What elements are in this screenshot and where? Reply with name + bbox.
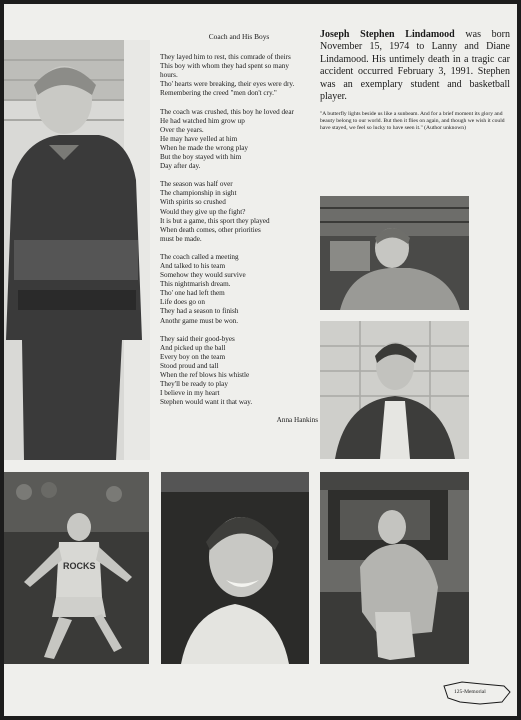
poem-line: The championship in sight [160, 189, 237, 198]
bio-name: Joseph Stephen Lindamood [320, 29, 455, 40]
page-footer [442, 680, 512, 706]
poem-line: They said their good-byes [160, 334, 235, 343]
poem-line: He may have yelled at him [160, 134, 238, 143]
poem-line: I believe in my heart [160, 389, 220, 398]
poem-author: Anna Hankins [276, 416, 318, 425]
poem-line: He had watched him grow up [160, 116, 245, 125]
photo-smiling-closeup [161, 472, 309, 664]
poem-line: Would they give up the fight? [160, 207, 246, 216]
poem-line: hours. [160, 71, 178, 80]
memorial-bio [320, 29, 510, 103]
poem-line: But the boy stayed with him [160, 153, 242, 162]
poem-line: Stood proud and tall [160, 361, 219, 370]
poem-line: And talked to his team [160, 261, 226, 270]
poem-line: When the ref blows his whistle [160, 371, 250, 379]
poem-title: Coach and His Boys [208, 32, 270, 41]
poem-line: The coach called a meeting [160, 252, 239, 261]
poem-line: With spirits so crushed [160, 198, 226, 207]
poem-line: Stephen would want it that way. [160, 398, 253, 407]
poem-line: They layed him to rest, this comrade of theirs [160, 53, 291, 62]
poem-line: Remembering the creed "men don't cry." [160, 89, 277, 98]
poem-stanza [160, 253, 318, 326]
poem-line: They had a season to finish [160, 307, 239, 316]
poem-line: Life does go on [160, 298, 205, 307]
photo-library-desk [320, 196, 469, 310]
poem-line: It is but a game, this sport they played [160, 216, 270, 225]
poem [160, 32, 318, 425]
poem-line: Tho' hearts were breaking, their eyes were dry. [160, 80, 295, 89]
butterfly-quote: "A butterfly lights beside us like a sunbeam. And for a brief moment its glory and beauty belong to our world. But then it flies on again, and though we wish it could have stayed, we feel so lucky to have seen it." (Author unknown) [320, 111, 505, 132]
poem-line: Tho' one had left them [160, 289, 225, 298]
poem-line: Day after day. [160, 162, 201, 171]
jersey-text: ROCKS [63, 561, 96, 571]
poem-stanza [160, 335, 318, 408]
poem-stanza [160, 53, 318, 98]
poem-line: The coach was crushed, this boy he loved dear [160, 107, 294, 116]
photo-basketball-game [4, 472, 149, 664]
page-number-label: 125-Memorial [454, 689, 486, 695]
poem-line: Every boy on the team [160, 352, 226, 361]
bio-text: was born November 15, 1974 to Lanny and Diane Lindamood. His untimely death in a tragic car accident occurred February 3, 1991. Stephen was an exemplary student and basketball player. [320, 29, 510, 103]
poem-line: When death comes, other priorities [160, 225, 261, 234]
poem-line: They'll be ready to play [160, 380, 228, 389]
poem-line: This boy with whom they had spent so many [160, 62, 289, 71]
poem-line: Over the years. [160, 125, 204, 134]
poem-line: The season was half over [160, 180, 233, 189]
poem-line: Somehow they would survive [160, 271, 246, 280]
yearbook-page [4, 4, 517, 716]
poem-line: When he made the wrong play [160, 143, 249, 152]
photo-pickup-truck [320, 472, 469, 664]
poem-line: This nightmarish dream. [160, 280, 231, 289]
poem-stanza [160, 108, 318, 172]
poem-line: Anothr game must be won. [160, 316, 239, 325]
portrait-photo-sweater [4, 40, 150, 460]
poem-line: must be made. [160, 234, 202, 243]
poem-line: And picked up the ball [160, 343, 226, 352]
poem-stanza [160, 180, 318, 244]
photo-plaid-jacket [320, 321, 469, 459]
